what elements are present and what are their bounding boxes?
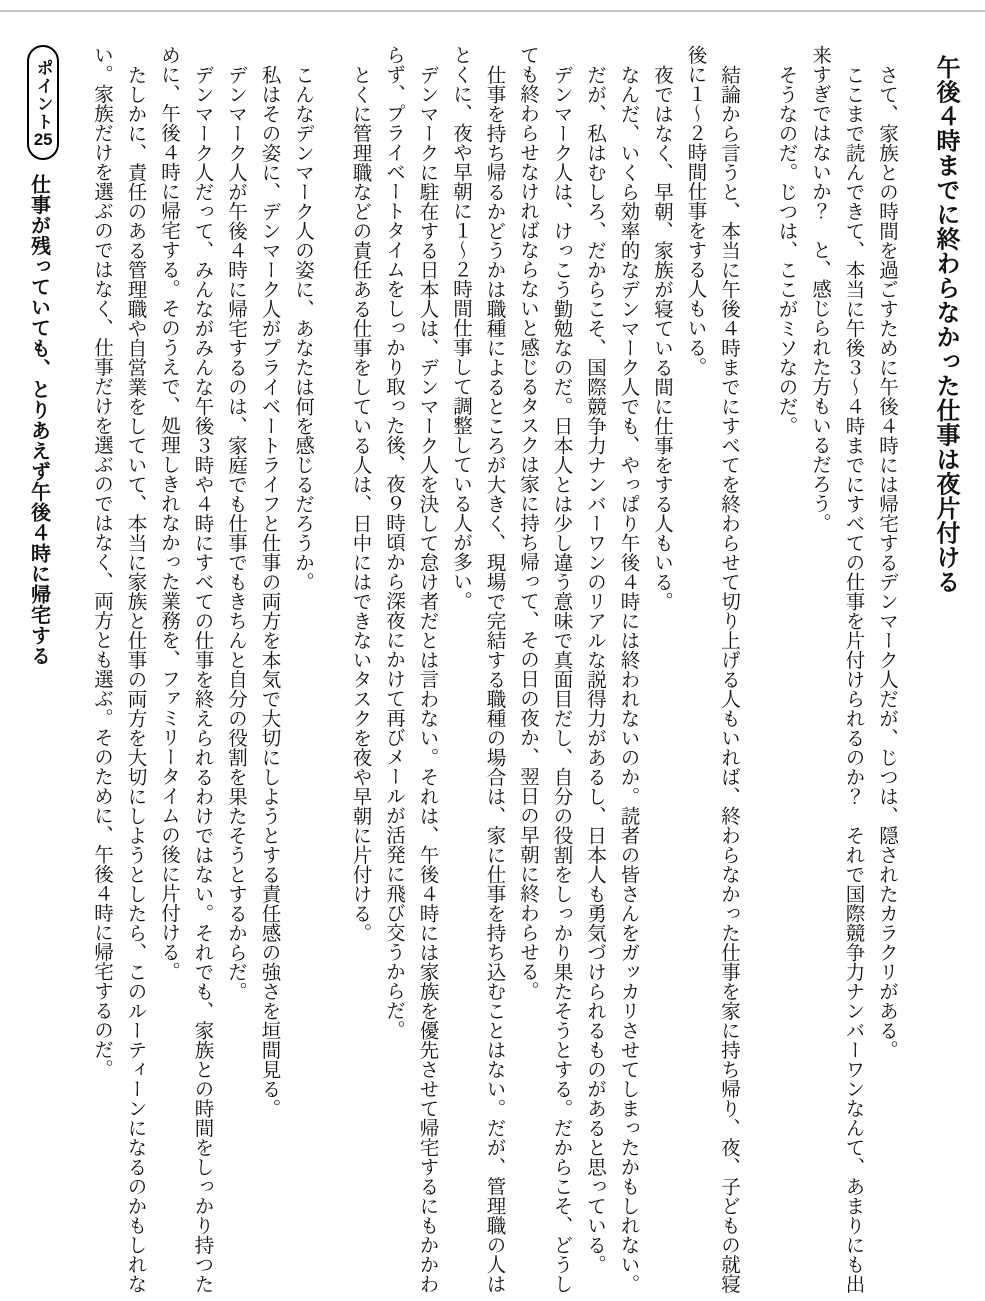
paragraph: こんなデンマーク人の姿に、あなたは何を感じるだろうか。 (292, 64, 313, 591)
paragraph: 私はその姿に、デンマーク人がプライベートライフと仕事の両方を本気で大切にしようとする責任感の強さを垣間見る。 (258, 64, 280, 1118)
chapter-title: 午後４時までに終わらなかった仕事は夜片付ける (932, 55, 959, 594)
point-badge-label: ポイント (33, 59, 53, 131)
paragraph: 仕事を持ち帰るかどうかは職種によるところが大きく、現場で完結する職種の場合は、家に仕事を持ち込むことはない。だが、管理職の人はとくに、夜や早朝に１〜２時間仕事して調整している人が多い。 (450, 45, 505, 1293)
paragraph: デンマークに駐在する日本人は、デンマーク人を決して怠け者だとは言わない。それは、午後４時には家族を優先させて帰宅するにもかかわらず、プライベートタイムをしっかり取った後、夜９時頃から深夜にかけて再びメールが活発に飛び交うからだ。 (383, 45, 438, 1293)
paragraph: たしかに、責任のある管理職や自営業をしていて、本当に家族と仕事の両方を大切にしようとしたら、このルーティーンになるのかもしれない。家族だけを選ぶのではなく、仕事だけを選ぶのではなく、両方とも選ぶ。そのために、午後４時に帰宅するのだ。 (91, 45, 146, 1293)
paragraph: デンマーク人だって、みんながみんな午後３時や４時にすべての仕事を終えられるわけではない。それでも、家族との時間をしっかり持つために、午後４時に帰宅する。そのうえで、処理しきれなかった業務を、ファミリータイムの後に片付ける。 (158, 45, 213, 1293)
point-badge (27, 45, 59, 160)
top-divider (0, 10, 985, 12)
paragraph: なんだ、いくら効率的なデンマーク人でも、やっぱり午後４時には終われないのか。読者の皆さんをガッカリさせてしまったかもしれない。 (617, 64, 639, 1293)
page-content (5, 45, 967, 1295)
point-badge-number: 25 (33, 131, 53, 148)
paragraph: そうなのだ。じつは、ここがミソなのだ。 (775, 64, 797, 435)
paragraph: 夜ではなく、早朝、家族が寝ている間に仕事をする人もいる。 (651, 64, 672, 611)
paragraph: さて、家族との時間を過ごすために午後４時には帰宅するデンマーク人だが、じつは、隠されたカラクリがある。 (876, 64, 897, 1059)
paragraph: 結論から言うと、本当に午後４時までにすべてを終わらせて切り上げる人もいれば、終わらなかった仕事を家に持ち帰り、夜、子どもの就寝後に１〜２時間仕事をする人もいる。 (684, 45, 739, 1293)
paragraph: デンマーク人は、けっこう勤勉なのだ。日本人とは少し違う意味で真面目だし、自分の役割をしっかり果たそうとする。だからこそ、どうしても終わらせなければならないと感じるタスクは家に持ち帰って、その日の夜か、翌日の早朝に終わらせる。 (517, 45, 572, 1293)
paragraph: デンマーク人が午後４時に帰宅するのは、家庭でも仕事でもきちんと自分の役割を果たそうとするからだ。 (225, 64, 246, 1001)
paragraph: ここまで読んできて、本当に午後３〜４時までにすべての仕事を片付けられるのか？ それで国際競争力ナンバーワンなんて、あまりにも出来すぎではないか？ と、感じられた方もいるだろう。 (809, 45, 864, 1293)
paragraph: だが、私はむしろ、だからこそ、国際競争力ナンバーワンのリアルな説得力があるし、日本人も勇気づけられるものがあると思っている。 (584, 64, 605, 1274)
point-summary (17, 45, 61, 1295)
point-text: 仕事が残っていても、とりあえず午後４時に帰宅する (27, 174, 50, 666)
paragraph: とくに管理職などの責任ある仕事をしている人は、日中にはできないタスクを夜や早朝に片付ける。 (349, 64, 371, 942)
